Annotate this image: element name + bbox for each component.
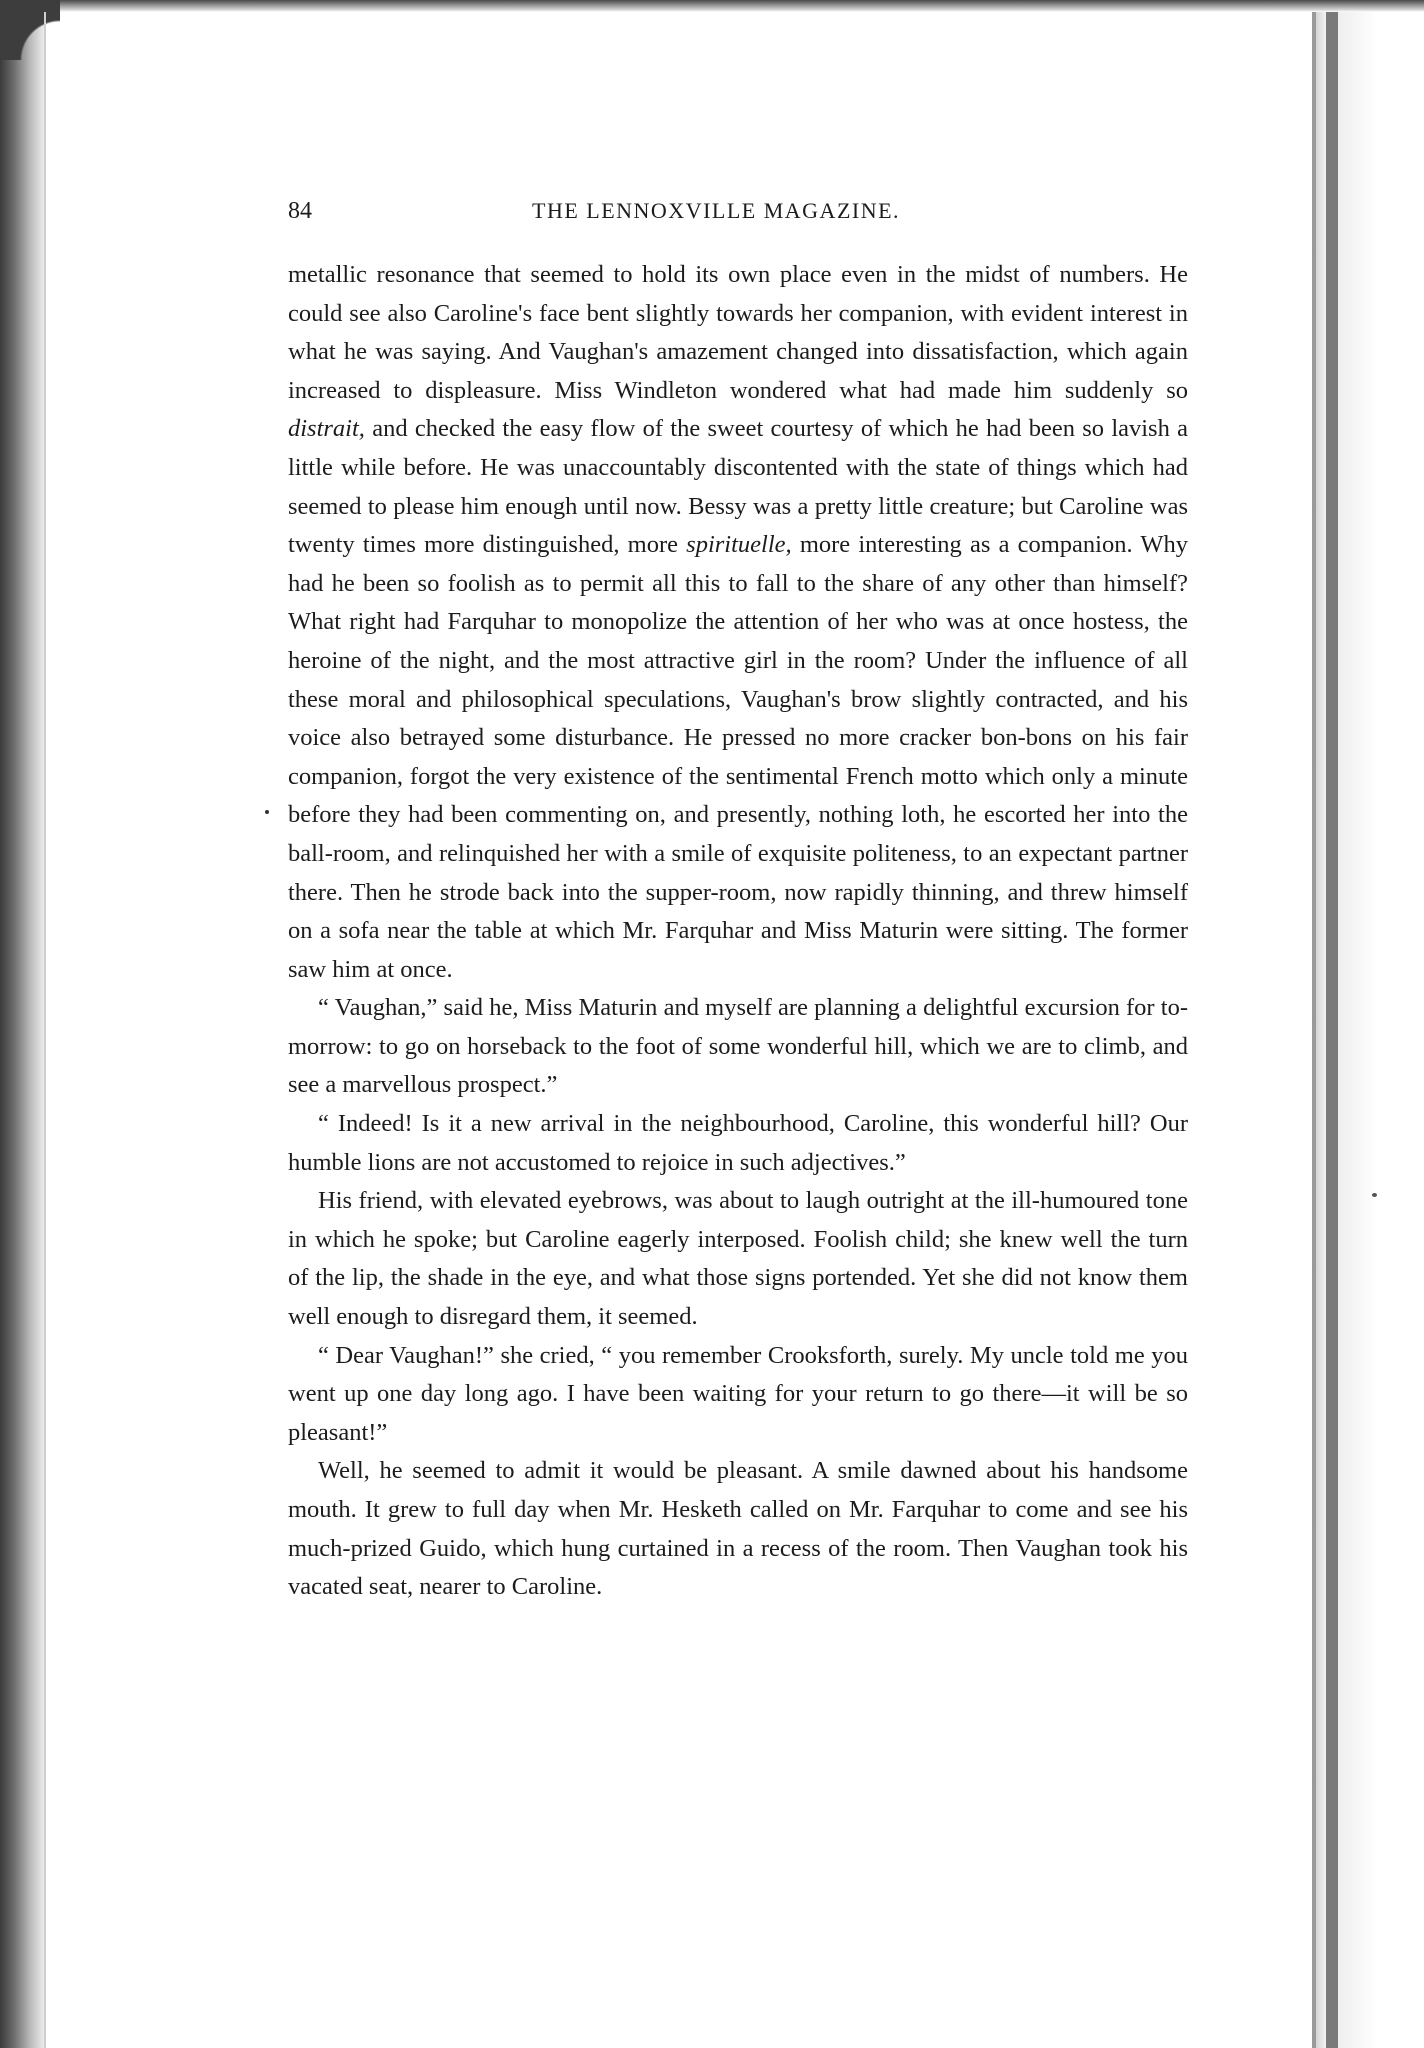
- text-segment: “ Dear Vaughan!” she cried, “ you remember Crooksforth, surely. My uncle told me you went up one day long ago. I have been waiting for your return to go there—it will be so pleasant!”: [288, 1341, 1188, 1446]
- spine-right-margin: [1338, 12, 1424, 2048]
- margin-mark: [265, 810, 269, 814]
- spine-right-dark: [1326, 12, 1338, 2048]
- spine-right-highlight: [1316, 12, 1326, 2048]
- paragraph-5: [288, 1337, 1188, 1453]
- text-segment: “ Vaughan,” said he, Miss Maturin and myself are planning a delightful excursion for to-morrow: to go on horseback to the foot of some wonderful hill, which we are to climb, and see a marvellous prospect.”: [288, 994, 1188, 1099]
- paragraph-4: [288, 1182, 1188, 1336]
- paragraph-2: [288, 989, 1188, 1105]
- text-segment: Well, he seemed to admit it would be pleasant. A smile dawned about his handsome mouth. It grew to full day when Mr. Hesketh called on Mr. Farquhar to come and see his much-prized Guido, which hung curtained in a recess of the room. Then Vaughan took his vacated seat, nearer to Caroline.: [288, 1457, 1188, 1601]
- journal-title: THE LENNOXVILLE MAGAZINE.: [532, 198, 901, 223]
- text-segment: His friend, with elevated eyebrows, was about to laugh outright at the ill-humoured tone in which he spoke; but Caroline eagerly interposed. Foolish child; she knew well the turn of the lip, the shade in the eye, and what those signs portended. Yet she did not know them well enough to disregard them, it seemed.: [288, 1187, 1188, 1331]
- body-text: [288, 256, 1188, 1607]
- scan-corner: [0, 0, 60, 60]
- page-edge: [44, 12, 46, 2048]
- scan-top-shadow: [0, 0, 1424, 12]
- text-segment: “ Indeed! Is it a new arrival in the neighbourhood, Caroline, this wonderful hill? Our humble lions are not accustomed to rejoice in such adjectives.”: [288, 1110, 1188, 1176]
- paragraph-1: [288, 256, 1188, 989]
- italic-word-distrait: distrait,: [288, 415, 365, 443]
- margin-mark-right: [1372, 1193, 1377, 1197]
- running-head: [288, 198, 1188, 232]
- paragraph-3: [288, 1105, 1188, 1182]
- italic-word-spirituelle: spirituelle,: [686, 531, 792, 559]
- text-segment: more interesting as a companion. Why had he been so foolish as to permit all this to fall to the share of any other than himself? What right had Farquhar to monopolize the attention of her who was at once hostess, the heroine of the night, and the most attractive girl in the room? Under the influence of all these moral and philosophical speculations, Vaughan's brow slightly contracted, and his voice also betrayed some disturbance. He pressed no more cracker bon-bons on his fair companion, forgot the very existence of the sentimental French motto which only a minute before they had been commenting on, and presently, nothing loth, he escorted her into the ball-room, and relinquished her with a smile of exquisite politeness, to an expectant partner there. Then he strode back into the supper-room, now rapidly thinning, and threw himself on a sofa near the table at which Mr. Farquhar and Miss Maturin were sitting. The former saw him at once.: [288, 531, 1188, 983]
- text-segment: metallic resonance that seemed to hold its own place even in the midst of numbers. He could see also Caroline's face bent slightly towards her companion, with evident interest in what he was saying. And Vaughan's amazement changed into dissatisfaction, which again increased to displeasure. Miss Windleton wondered what had made him suddenly so: [288, 261, 1188, 404]
- scan-left-shadow: [0, 0, 44, 2048]
- paragraph-6: [288, 1452, 1188, 1606]
- text-segment: and checked the easy flow of the sweet courtesy of which he had been so lavish a little while before. He was unaccountably discontented with the state of things which had seemed to please him enough until now. Bessy was a pretty little creature; but Caroline was twenty times more distinguished, more: [288, 415, 1188, 559]
- page-number: 84: [288, 198, 312, 224]
